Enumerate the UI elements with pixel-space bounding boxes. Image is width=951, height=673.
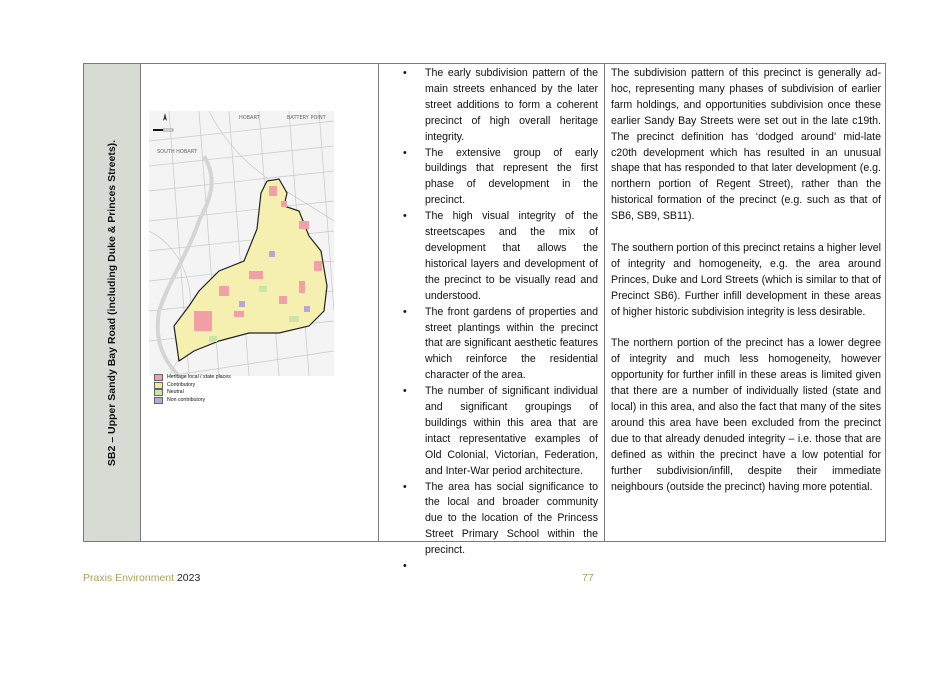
map-label-battery-point: BATTERY POINT bbox=[287, 115, 326, 121]
map-label-hobart: HOBART bbox=[239, 115, 260, 121]
value-bullet: • The number of significant individual and significant groupings of buildings within this area that are intact representative examples of Old Colonial, Victorian, Federation, and Inter-War period architecture. bbox=[425, 384, 598, 479]
map-legend bbox=[154, 374, 231, 404]
legend-item-heritage: Heritage local / state places bbox=[154, 374, 231, 382]
legend-item-neutral: Neutral bbox=[154, 389, 231, 397]
legend-item-non-contributory: Non contributory bbox=[154, 397, 231, 405]
values-cell bbox=[379, 64, 605, 557]
value-bullet: • The area has social significance to the local and broader community due to the location of the Princess Street Primary School within the precinct. bbox=[425, 480, 598, 560]
footer-org bbox=[83, 572, 200, 584]
footer-org-name: Praxis Environment bbox=[83, 572, 175, 584]
map-cell bbox=[141, 64, 379, 541]
value-bullet: • The extensive group of early buildings that represent the first phase of development in the precinct. bbox=[425, 146, 598, 210]
assessment-paragraph: The southern portion of this precinct retains a higher level of integrity and homogeneity, e.g. the area around Princes, Duke and Lord Streets (which is similar to that of Precinct SB6). Further infill development in these areas of higher historic subdivision integrity is less desirable. bbox=[611, 241, 881, 318]
page-number: 77 bbox=[582, 572, 594, 584]
precinct-table bbox=[83, 63, 886, 557]
value-bullet: • The early subdivision pattern of the main streets enhanced by the later street additions to form a coherent precinct of high overall heritage integrity. bbox=[425, 66, 598, 146]
legend-item-contributory: Contributory bbox=[154, 382, 231, 390]
assessment-paragraph: The subdivision pattern of this precinct is generally ad-hoc, representing many phases of subdivision of earlier farm holdings, and opportunities subdivision once these earlier Sandy Bay Streets were set out in the late c19th. The precinct definition has ‘dodged around’ mid-late c20th development which has resulted in an unusual shape that has responded to that later development (e.g. northern portion of Regent Street), rather than the historical formation of the precinct (e.g. such as that of SB6, SB9, SB11). bbox=[611, 67, 881, 223]
assessment-cell bbox=[605, 64, 887, 541]
precinct-label-cell bbox=[84, 64, 141, 541]
value-bullet-empty bbox=[425, 559, 598, 575]
assessment-text bbox=[605, 64, 887, 495]
map-label-south-hobart: SOUTH HOBART bbox=[157, 149, 197, 155]
value-bullet: • The high visual integrity of the streetscapes and the mix of development that allows the historical layers and development of the precinct to be visually read and understood. bbox=[425, 209, 598, 304]
assessment-paragraph: The northern portion of the precinct has a lower degree of integrity and much less homogeneity, however opportunity for further infill in these areas is limited given that there are a number of individually listed (state and local) in this area, and also the fact that many of the sites around this area have been excluded from the precinct due to that already denuded integrity – i.e. those that are defined as within the precinct have a low potential for further subdivision/infill, despite their immediate neighbours (outside the precinct) having more potential. bbox=[611, 337, 881, 493]
precinct-map bbox=[149, 111, 334, 376]
precinct-label: SB2 – Upper Sandy Bay Road (including Duke & Princes Streets). bbox=[106, 139, 118, 466]
values-list bbox=[379, 64, 604, 575]
footer-year: 2023 bbox=[176, 572, 201, 584]
scale-bar bbox=[153, 129, 173, 131]
value-bullet: • The front gardens of properties and street plantings within the precinct that are significant aesthetic features which reinforce the residential character of the area. bbox=[425, 305, 598, 385]
